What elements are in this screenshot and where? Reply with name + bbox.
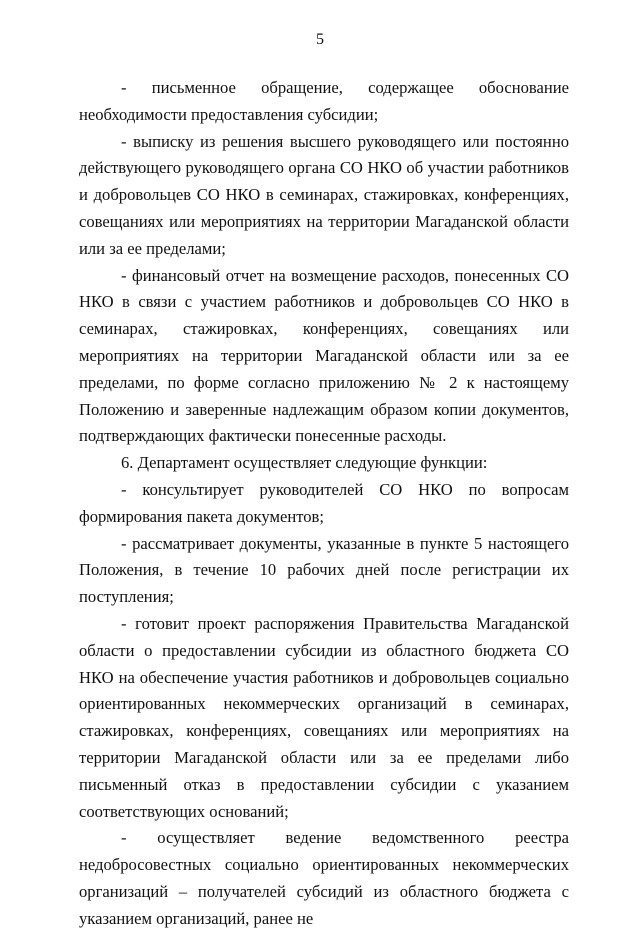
paragraph-department-functions: 6. Департамент осуществляет следующие функции: (121, 453, 488, 473)
paragraph-reviews-documents: - рассматривает документы, указанные в пункте 5 настоящего Положения, в течение 10 рабочих дней после регистрации их поступления; (79, 533, 569, 607)
paragraph-consults-leaders: - консультирует руководителей СО НКО по вопросам формирования пакета документов; (79, 479, 569, 526)
paragraph-prepares-draft: - готовит проект распоряжения Правительства Магаданской области о предоставлении субсидии из областного бюджета СО НКО на обеспечение участия работников и добровольцев социально ориентированных некоммерческих организаций в семинарах, стажировках, конференциях, совещаниях или мероприятиях на территории Магаданской области или за ее пределами либо письменный отказ в предоставлении субсидии с указанием соответствующих оснований; (79, 613, 569, 821)
paragraph-decision-extract: - выписку из решения высшего руководящего или постоянно действующего руководящего органа СО НКО об участии работников и добровольцев СО НКО в семинарах, стажировках, конференциях, совещаниях или мероприятиях на территории Магаданской области или за ее пределами; (79, 131, 569, 258)
paragraph-financial-report: - финансовый отчет на возмещение расходов, понесенных СО НКО в связи с участием работников и добровольцев СО НКО в семинарах, стажировках, конференциях, совещаниях или мероприятиях на территории Магаданской области или за ее пределами, по форме согласно приложению № 2 к настоящему Положению и заверенные надлежащим образом копии документов, подтверждающих фактически понесенные расходы. (79, 265, 569, 446)
document-body (79, 75, 569, 933)
paragraph-maintains-registry: - осуществляет ведение ведомственного реестра недобросовестных социально ориентированных некоммерческих организаций – получателей субсидий из областного бюджета с указанием организаций, ранее не (79, 828, 569, 928)
paragraph-written-request: - письменное обращение, содержащее обоснование необходимости предоставления субсидии; (79, 78, 569, 124)
page-number: 5 (316, 31, 324, 48)
